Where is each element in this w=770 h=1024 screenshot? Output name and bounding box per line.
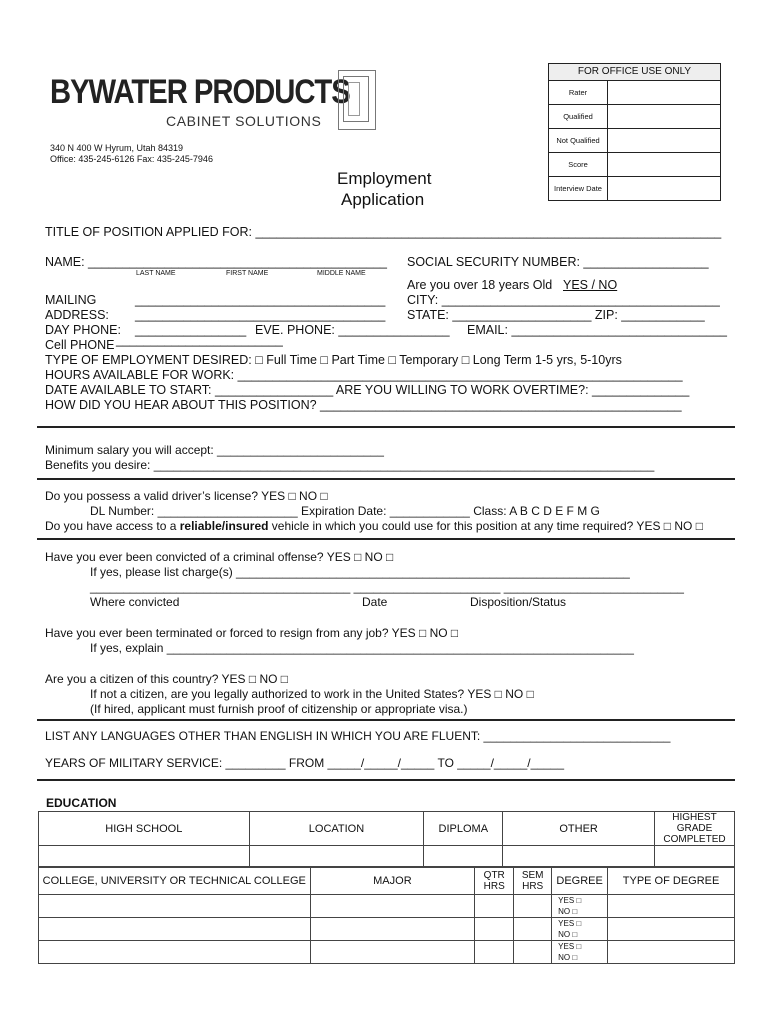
header-degree: DEGREE [552, 868, 608, 895]
header-diploma: DIPLOMA [424, 812, 503, 846]
cell-type-of-degree[interactable] [608, 895, 735, 918]
header-sem-hrs: SEM HRS [514, 868, 552, 895]
degree-yes-no[interactable] [552, 941, 608, 964]
cell-type-of-degree[interactable] [608, 941, 735, 964]
military-service-row[interactable]: YEARS OF MILITARY SERVICE: _________ FROM _____/_____/_____ TO _____/_____/_____ [45, 756, 565, 770]
cell-major[interactable] [310, 895, 475, 918]
charges-field[interactable]: If yes, please list charge(s) ___________________________________________________________ [90, 565, 630, 579]
education-heading: EDUCATION [46, 796, 117, 810]
authorized-question[interactable]: If not a citizen, are you legally authorized to work in the United States? YES □ NO □ [90, 687, 534, 701]
degree-yes-no[interactable] [552, 918, 608, 941]
address-field[interactable]: ____________________________________ [135, 308, 386, 322]
vehicle-text-bold: reliable/insured [179, 519, 269, 533]
dl-number-row[interactable]: DL Number: _____________________ Expiration Date: ____________ Class: A B C D E F M G [90, 504, 600, 518]
degree-no[interactable]: NO □ [558, 930, 578, 939]
over18-label: Are you over 18 years Old [407, 278, 553, 292]
terminated-question[interactable]: Have you ever been terminated or forced to resign from any job? YES □ NO □ [45, 626, 459, 640]
eve-phone-field[interactable]: EVE. PHONE: ________________ [255, 323, 450, 337]
mailing-label: MAILING [45, 293, 97, 307]
cell-diploma[interactable] [424, 846, 503, 867]
section-divider [37, 719, 735, 721]
disposition-label: Disposition/Status [470, 595, 567, 609]
college-table [38, 867, 735, 964]
salary-field[interactable]: Minimum salary you will accept: _________________________ [45, 443, 384, 457]
address-label: ADDRESS: [45, 308, 109, 322]
over18-options[interactable]: YES / NO [563, 278, 618, 292]
cell-college[interactable] [39, 918, 311, 941]
languages-field[interactable]: LIST ANY LANGUAGES OTHER THAN ENGLISH IN WHICH YOU ARE FLUENT: ____________________________ [45, 729, 671, 743]
company-address: 340 N 400 W Hyrum, Utah 84319 [50, 143, 184, 153]
office-field-rater[interactable] [608, 81, 720, 104]
header-highest-grade: HIGHEST GRADE COMPLETED [655, 812, 735, 846]
company-logo-name: BYWATER PRODUCTS [50, 73, 350, 111]
day-phone-label: DAY PHONE: [45, 323, 121, 337]
name-field[interactable]: NAME: ___________________________________________ [45, 255, 387, 269]
office-label-score: Score [549, 153, 608, 176]
section-divider [37, 779, 735, 781]
cell-qtr-hrs[interactable] [475, 895, 514, 918]
document-title-line2: Application [341, 190, 425, 209]
degree-no[interactable]: NO □ [558, 953, 578, 962]
cell-phone-field[interactable]: ________________________ [116, 333, 283, 347]
cell-sem-hrs[interactable] [514, 918, 552, 941]
degree-yes[interactable]: YES □ [558, 919, 582, 928]
header-major: MAJOR [310, 868, 475, 895]
office-label-not-qualified: Not Qualified [549, 129, 608, 152]
vehicle-question[interactable] [45, 519, 703, 533]
header-qtr-hrs: QTR HRS [475, 868, 514, 895]
city-field[interactable]: CITY: ________________________________________ [407, 293, 720, 307]
cell-college[interactable] [39, 895, 311, 918]
header-college: COLLEGE, UNIVERSITY OR TECHNICAL COLLEGE [39, 868, 311, 895]
header-high-school: HIGH SCHOOL [39, 812, 250, 846]
degree-yes-no[interactable] [552, 895, 608, 918]
office-field-not-qualified[interactable] [608, 129, 720, 152]
mailing-field[interactable]: ____________________________________ [135, 293, 386, 307]
office-label-qualified: Qualified [549, 105, 608, 128]
position-field[interactable]: TITLE OF POSITION APPLIED FOR: ___________________________________________________________________ [45, 225, 722, 239]
header-other: OTHER [503, 812, 655, 846]
header-type-of-degree: TYPE OF DEGREE [608, 868, 735, 895]
office-field-qualified[interactable] [608, 105, 720, 128]
name-sub-first: FIRST NAME [226, 270, 269, 277]
company-phones: Office: 435-245-6126 Fax: 435-245-7946 [50, 154, 213, 164]
office-label-rater: Rater [549, 81, 608, 104]
degree-yes[interactable]: YES □ [558, 942, 582, 951]
section-divider [37, 478, 735, 480]
day-phone-field[interactable]: ________________ [135, 323, 247, 337]
document-title-line1: Employment [337, 169, 432, 188]
citizen-question[interactable]: Are you a citizen of this country? YES □ NO □ [45, 672, 289, 686]
office-use-box [548, 63, 721, 201]
cell-high-school[interactable] [39, 846, 250, 867]
vehicle-text-pre: Do you have access to a [45, 519, 180, 533]
cell-type-of-degree[interactable] [608, 918, 735, 941]
name-sub-middle: MIDDLE NAME [317, 270, 366, 277]
company-logo-tagline: CABINET SOLUTIONS [166, 113, 322, 129]
cell-major[interactable] [310, 941, 475, 964]
office-label-interview-date: Interview Date [549, 177, 608, 200]
cell-qtr-hrs[interactable] [475, 941, 514, 964]
high-school-table [38, 811, 735, 867]
cell-major[interactable] [310, 918, 475, 941]
proof-note: (If hired, applicant must furnish proof of citizenship or appropriate visa.) [90, 702, 468, 716]
office-field-score[interactable] [608, 153, 720, 176]
state-zip-field[interactable]: STATE: ____________________ ZIP: ____________ [407, 308, 705, 322]
benefits-field[interactable]: Benefits you desire: ___________________________________________________________________________ [45, 458, 655, 472]
degree-yes[interactable]: YES □ [558, 896, 582, 905]
cell-college[interactable] [39, 941, 311, 964]
cell-sem-hrs[interactable] [514, 941, 552, 964]
cell-qtr-hrs[interactable] [475, 918, 514, 941]
employment-type-row[interactable]: TYPE OF EMPLOYMENT DESIRED: □ Full Time □ Part Time □ Temporary □ Long Term 1-5 yrs, 5-10yrs [45, 353, 622, 367]
license-question[interactable]: Do you possess a valid driver’s license? YES □ NO □ [45, 489, 328, 503]
cell-phone-label: Cell PHONE [45, 338, 115, 352]
section-divider [37, 426, 735, 428]
cell-sem-hrs[interactable] [514, 895, 552, 918]
degree-no[interactable]: NO □ [558, 907, 578, 916]
email-field[interactable]: EMAIL: _______________________________ [467, 323, 727, 337]
explain-field[interactable]: If yes, explain ______________________________________________________________________ [90, 641, 634, 655]
conviction-lines[interactable]: _______________________________________ ______________________ ___________________________ [90, 580, 684, 594]
cell-other[interactable] [503, 846, 655, 867]
cell-highest-grade[interactable] [655, 846, 735, 867]
cell-location[interactable] [249, 846, 424, 867]
date-label: Date [362, 595, 388, 609]
name-sub-last: LAST NAME [136, 270, 176, 277]
ssn-field[interactable]: SOCIAL SECURITY NUMBER: __________________ [407, 255, 709, 269]
criminal-question[interactable]: Have you ever been convicted of a criminal offense? YES □ NO □ [45, 550, 394, 564]
section-divider [37, 538, 735, 540]
office-field-interview-date[interactable] [608, 177, 720, 200]
vehicle-text-post: vehicle in which you could use for this position at any time required? YES □ NO □ [268, 519, 703, 533]
hear-about-field[interactable]: HOW DID YOU HEAR ABOUT THIS POSITION? ____________________________________________________ [45, 398, 682, 412]
hours-field[interactable]: HOURS AVAILABLE FOR WORK: ________________________________________________________________ [45, 368, 683, 382]
office-use-heading: FOR OFFICE USE ONLY [549, 64, 720, 81]
where-convicted-label: Where convicted [90, 595, 180, 609]
date-available-row[interactable]: DATE AVAILABLE TO START: _________________ ARE YOU WILLING TO WORK OVERTIME?: ______________ [45, 383, 690, 397]
header-location: LOCATION [249, 812, 424, 846]
